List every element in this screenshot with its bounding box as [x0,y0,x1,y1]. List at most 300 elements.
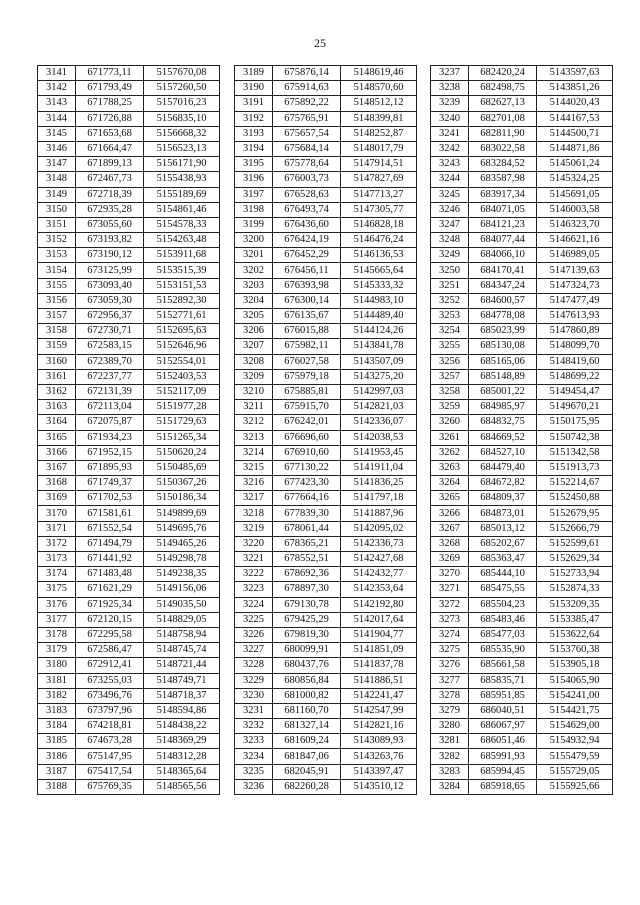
table-row [38,66,220,81]
y-coordinate-cell: 5152892,30 [144,293,220,308]
table-row [431,597,613,612]
y-coordinate-cell: 5157670,08 [144,66,220,81]
y-coordinate-cell: 5152733,94 [537,567,613,582]
y-coordinate-cell: 5148565,56 [144,779,220,794]
x-coordinate-cell: 684347,24 [469,278,537,293]
table-row [431,627,613,642]
y-coordinate-cell: 5148619,46 [341,66,417,81]
x-coordinate-cell: 682627,13 [469,96,537,111]
table-row [235,627,417,642]
point-number-cell: 3254 [431,324,469,339]
table-row [38,278,220,293]
y-coordinate-cell: 5142997,03 [341,384,417,399]
point-number-cell: 3179 [38,643,76,658]
point-number-cell: 3241 [431,126,469,141]
y-coordinate-cell: 5148369,29 [144,734,220,749]
x-coordinate-cell: 675892,22 [273,96,341,111]
table-row [431,278,613,293]
x-coordinate-cell: 685444,10 [469,567,537,582]
table-row [235,734,417,749]
point-number-cell: 3275 [431,643,469,658]
y-coordinate-cell: 5146476,24 [341,233,417,248]
point-number-cell: 3226 [235,627,273,642]
table-row [38,552,220,567]
point-number-cell: 3230 [235,688,273,703]
y-coordinate-cell: 5146828,18 [341,217,417,232]
x-coordinate-cell: 681000,82 [273,688,341,703]
x-coordinate-cell: 675147,95 [76,749,144,764]
table-row [431,612,613,627]
table-row [235,779,417,794]
table-row [235,688,417,703]
point-number-cell: 3209 [235,369,273,384]
point-number-cell: 3167 [38,460,76,475]
table-row [38,202,220,217]
table-row [38,96,220,111]
table-row [431,491,613,506]
y-coordinate-cell: 5157260,50 [144,81,220,96]
table-row [38,384,220,399]
y-coordinate-cell: 5153209,35 [537,597,613,612]
point-number-cell: 3282 [431,749,469,764]
x-coordinate-cell: 676452,29 [273,248,341,263]
x-coordinate-cell: 684077,44 [469,233,537,248]
x-coordinate-cell: 671934,23 [76,430,144,445]
x-coordinate-cell: 683284,52 [469,157,537,172]
y-coordinate-cell: 5145333,32 [341,278,417,293]
table-row [235,703,417,718]
point-number-cell: 3154 [38,263,76,278]
y-coordinate-cell: 5145061,24 [537,157,613,172]
x-coordinate-cell: 676696,60 [273,430,341,445]
x-coordinate-cell: 671788,25 [76,96,144,111]
x-coordinate-cell: 676910,60 [273,445,341,460]
table-row [235,233,417,248]
x-coordinate-cell: 676493,74 [273,202,341,217]
y-coordinate-cell: 5154263,48 [144,233,220,248]
x-coordinate-cell: 685994,45 [469,764,537,779]
x-coordinate-cell: 673193,82 [76,233,144,248]
x-coordinate-cell: 673797,96 [76,703,144,718]
y-coordinate-cell: 5148438,22 [144,719,220,734]
table-row [431,643,613,658]
y-coordinate-cell: 5151342,58 [537,445,613,460]
point-number-cell: 3214 [235,445,273,460]
table-row [431,582,613,597]
y-coordinate-cell: 5153760,38 [537,643,613,658]
x-coordinate-cell: 672718,39 [76,187,144,202]
y-coordinate-cell: 5147324,73 [537,278,613,293]
y-coordinate-cell: 5149238,35 [144,567,220,582]
point-number-cell: 3151 [38,217,76,232]
table-row [38,703,220,718]
x-coordinate-cell: 679130,78 [273,597,341,612]
y-coordinate-cell: 5146136,53 [341,248,417,263]
point-number-cell: 3242 [431,141,469,156]
point-number-cell: 3279 [431,703,469,718]
x-coordinate-cell: 676242,01 [273,415,341,430]
table-row [431,567,613,582]
table-row [38,764,220,779]
x-coordinate-cell: 678365,21 [273,536,341,551]
table-row [38,233,220,248]
x-coordinate-cell: 672389,70 [76,354,144,369]
point-number-cell: 3200 [235,233,273,248]
point-number-cell: 3194 [235,141,273,156]
point-number-cell: 3211 [235,400,273,415]
x-coordinate-cell: 681327,14 [273,719,341,734]
y-coordinate-cell: 5151913,73 [537,460,613,475]
table-row [235,430,417,445]
point-number-cell: 3263 [431,460,469,475]
y-coordinate-cell: 5147827,69 [341,172,417,187]
x-coordinate-cell: 683917,34 [469,187,537,202]
y-coordinate-cell: 5148721,44 [144,658,220,673]
y-coordinate-cell: 5148252,87 [341,126,417,141]
y-coordinate-cell: 5142095,02 [341,521,417,536]
table-row [235,415,417,430]
point-number-cell: 3231 [235,703,273,718]
x-coordinate-cell: 677839,30 [273,506,341,521]
x-coordinate-cell: 671925,34 [76,597,144,612]
table-row [431,81,613,96]
point-number-cell: 3205 [235,309,273,324]
x-coordinate-cell: 685130,08 [469,339,537,354]
x-coordinate-cell: 678692,36 [273,567,341,582]
point-number-cell: 3271 [431,582,469,597]
y-coordinate-cell: 5144500,71 [537,126,613,141]
x-coordinate-cell: 680437,76 [273,658,341,673]
y-coordinate-cell: 5141887,96 [341,506,417,521]
table-row [431,749,613,764]
point-number-cell: 3196 [235,172,273,187]
y-coordinate-cell: 5152599,61 [537,536,613,551]
table-row [431,552,613,567]
y-coordinate-cell: 5155479,59 [537,749,613,764]
x-coordinate-cell: 672295,58 [76,627,144,642]
point-number-cell: 3184 [38,719,76,734]
point-number-cell: 3171 [38,521,76,536]
y-coordinate-cell: 5148570,60 [341,81,417,96]
point-number-cell: 3243 [431,157,469,172]
x-coordinate-cell: 685202,67 [469,536,537,551]
y-coordinate-cell: 5147860,89 [537,324,613,339]
x-coordinate-cell: 682420,24 [469,66,537,81]
table-row [431,400,613,415]
table-row [38,248,220,263]
table-row [38,688,220,703]
table-row [431,202,613,217]
table-row [38,673,220,688]
table-row [235,354,417,369]
table-row [431,66,613,81]
table-row [235,597,417,612]
table-row [235,96,417,111]
y-coordinate-cell: 5147613,93 [537,309,613,324]
y-coordinate-cell: 5141953,45 [341,445,417,460]
y-coordinate-cell: 5150367,26 [144,476,220,491]
table-row [38,309,220,324]
point-number-cell: 3248 [431,233,469,248]
point-number-cell: 3189 [235,66,273,81]
table-row [38,658,220,673]
point-number-cell: 3270 [431,567,469,582]
y-coordinate-cell: 5152646,96 [144,339,220,354]
x-coordinate-cell: 684672,82 [469,476,537,491]
y-coordinate-cell: 5142192,80 [341,597,417,612]
y-coordinate-cell: 5142547,99 [341,703,417,718]
y-coordinate-cell: 5152214,67 [537,476,613,491]
table-row [38,369,220,384]
table-row [38,415,220,430]
y-coordinate-cell: 5156668,32 [144,126,220,141]
point-number-cell: 3207 [235,339,273,354]
x-coordinate-cell: 685504,23 [469,597,537,612]
x-coordinate-cell: 685535,90 [469,643,537,658]
table-row [431,415,613,430]
point-number-cell: 3178 [38,627,76,642]
y-coordinate-cell: 5142821,16 [341,719,417,734]
point-number-cell: 3232 [235,719,273,734]
x-coordinate-cell: 676393,98 [273,278,341,293]
table-row [38,263,220,278]
table-row [38,627,220,642]
point-number-cell: 3159 [38,339,76,354]
point-number-cell: 3142 [38,81,76,96]
coordinates-table-2 [234,65,417,795]
y-coordinate-cell: 5148512,12 [341,96,417,111]
x-coordinate-cell: 685918,65 [469,779,537,794]
point-number-cell: 3283 [431,764,469,779]
table-row [38,445,220,460]
y-coordinate-cell: 5152554,01 [144,354,220,369]
x-coordinate-cell: 671581,61 [76,506,144,521]
point-number-cell: 3183 [38,703,76,718]
y-coordinate-cell: 5148399,81 [341,111,417,126]
y-coordinate-cell: 5155438,93 [144,172,220,187]
y-coordinate-cell: 5143851,26 [537,81,613,96]
table-row [431,248,613,263]
point-number-cell: 3274 [431,627,469,642]
y-coordinate-cell: 5153905,18 [537,658,613,673]
table-row [431,445,613,460]
y-coordinate-cell: 5150175,95 [537,415,613,430]
table-row [38,597,220,612]
y-coordinate-cell: 5148758,94 [144,627,220,642]
table-row [235,81,417,96]
table-row [38,324,220,339]
table-row [431,157,613,172]
table-row [235,719,417,734]
coordinates-table-1 [37,65,220,795]
x-coordinate-cell: 671653,68 [76,126,144,141]
point-number-cell: 3215 [235,460,273,475]
y-coordinate-cell: 5144167,53 [537,111,613,126]
point-number-cell: 3208 [235,354,273,369]
table-row [38,643,220,658]
point-number-cell: 3216 [235,476,273,491]
x-coordinate-cell: 671773,11 [76,66,144,81]
y-coordinate-cell: 5142241,47 [341,688,417,703]
point-number-cell: 3190 [235,81,273,96]
point-number-cell: 3203 [235,278,273,293]
x-coordinate-cell: 677130,22 [273,460,341,475]
point-number-cell: 3201 [235,248,273,263]
x-coordinate-cell: 681847,06 [273,749,341,764]
point-number-cell: 3162 [38,384,76,399]
y-coordinate-cell: 5153622,64 [537,627,613,642]
x-coordinate-cell: 673125,99 [76,263,144,278]
x-coordinate-cell: 676456,11 [273,263,341,278]
point-number-cell: 3256 [431,354,469,369]
y-coordinate-cell: 5144983,10 [341,293,417,308]
x-coordinate-cell: 685991,93 [469,749,537,764]
x-coordinate-cell: 675765,91 [273,111,341,126]
point-number-cell: 3155 [38,278,76,293]
table-row [431,719,613,734]
point-number-cell: 3234 [235,749,273,764]
y-coordinate-cell: 5148419,60 [537,354,613,369]
point-number-cell: 3276 [431,658,469,673]
point-number-cell: 3202 [235,263,273,278]
y-coordinate-cell: 5151729,63 [144,415,220,430]
x-coordinate-cell: 684873,01 [469,506,537,521]
table-row [431,430,613,445]
point-number-cell: 3182 [38,688,76,703]
table-row [235,536,417,551]
point-number-cell: 3227 [235,643,273,658]
y-coordinate-cell: 5154932,94 [537,734,613,749]
point-number-cell: 3187 [38,764,76,779]
table-row [38,81,220,96]
point-number-cell: 3246 [431,202,469,217]
table-row [431,384,613,399]
table-row [431,96,613,111]
y-coordinate-cell: 5142017,64 [341,612,417,627]
point-number-cell: 3273 [431,612,469,627]
y-coordinate-cell: 5156171,90 [144,157,220,172]
table-row [38,612,220,627]
point-number-cell: 3147 [38,157,76,172]
table-row [38,293,220,308]
table-row [235,202,417,217]
point-number-cell: 3168 [38,476,76,491]
y-coordinate-cell: 5143507,09 [341,354,417,369]
x-coordinate-cell: 672956,37 [76,309,144,324]
x-coordinate-cell: 673059,30 [76,293,144,308]
table-row [235,248,417,263]
x-coordinate-cell: 672237,77 [76,369,144,384]
y-coordinate-cell: 5142353,64 [341,582,417,597]
x-coordinate-cell: 675914,63 [273,81,341,96]
point-number-cell: 3175 [38,582,76,597]
x-coordinate-cell: 672912,41 [76,658,144,673]
table-row [431,460,613,475]
y-coordinate-cell: 5141837,78 [341,658,417,673]
table-row [235,111,417,126]
point-number-cell: 3260 [431,415,469,430]
table-row [431,703,613,718]
point-number-cell: 3193 [235,126,273,141]
y-coordinate-cell: 5155189,69 [144,187,220,202]
table-row [431,233,613,248]
x-coordinate-cell: 675769,35 [76,779,144,794]
table-row [38,187,220,202]
table-row [235,293,417,308]
x-coordinate-cell: 671726,88 [76,111,144,126]
y-coordinate-cell: 5145665,64 [341,263,417,278]
point-number-cell: 3150 [38,202,76,217]
point-number-cell: 3219 [235,521,273,536]
point-number-cell: 3213 [235,430,273,445]
y-coordinate-cell: 5153515,39 [144,263,220,278]
point-number-cell: 3223 [235,582,273,597]
y-coordinate-cell: 5154629,00 [537,719,613,734]
table-row [235,324,417,339]
point-number-cell: 3173 [38,552,76,567]
x-coordinate-cell: 681609,24 [273,734,341,749]
point-number-cell: 3228 [235,658,273,673]
x-coordinate-cell: 675979,18 [273,369,341,384]
point-number-cell: 3163 [38,400,76,415]
point-number-cell: 3266 [431,506,469,521]
x-coordinate-cell: 674673,28 [76,734,144,749]
point-number-cell: 3277 [431,673,469,688]
point-number-cell: 3250 [431,263,469,278]
point-number-cell: 3247 [431,217,469,232]
table-row [38,779,220,794]
y-coordinate-cell: 5148699,22 [537,369,613,384]
point-number-cell: 3240 [431,111,469,126]
point-number-cell: 3152 [38,233,76,248]
table-row [431,111,613,126]
point-number-cell: 3229 [235,673,273,688]
table-row [235,491,417,506]
table-row [235,445,417,460]
point-number-cell: 3141 [38,66,76,81]
y-coordinate-cell: 5149695,76 [144,521,220,536]
x-coordinate-cell: 684778,08 [469,309,537,324]
y-coordinate-cell: 5152403,53 [144,369,220,384]
table-row [235,552,417,567]
y-coordinate-cell: 5152629,34 [537,552,613,567]
table-row [431,263,613,278]
point-number-cell: 3174 [38,567,76,582]
x-coordinate-cell: 676528,63 [273,187,341,202]
point-number-cell: 3265 [431,491,469,506]
table-row [431,688,613,703]
y-coordinate-cell: 5147713,27 [341,187,417,202]
y-coordinate-cell: 5148365,64 [144,764,220,779]
point-number-cell: 3188 [38,779,76,794]
table-row [431,324,613,339]
x-coordinate-cell: 672586,47 [76,643,144,658]
point-number-cell: 3204 [235,293,273,308]
x-coordinate-cell: 684121,23 [469,217,537,232]
y-coordinate-cell: 5144489,40 [341,309,417,324]
x-coordinate-cell: 671441,92 [76,552,144,567]
point-number-cell: 3192 [235,111,273,126]
table-row [431,309,613,324]
table-row [235,172,417,187]
x-coordinate-cell: 675657,54 [273,126,341,141]
x-coordinate-cell: 685001,22 [469,384,537,399]
x-coordinate-cell: 671895,93 [76,460,144,475]
point-number-cell: 3217 [235,491,273,506]
point-number-cell: 3149 [38,187,76,202]
x-coordinate-cell: 676424,19 [273,233,341,248]
y-coordinate-cell: 5143263,76 [341,749,417,764]
